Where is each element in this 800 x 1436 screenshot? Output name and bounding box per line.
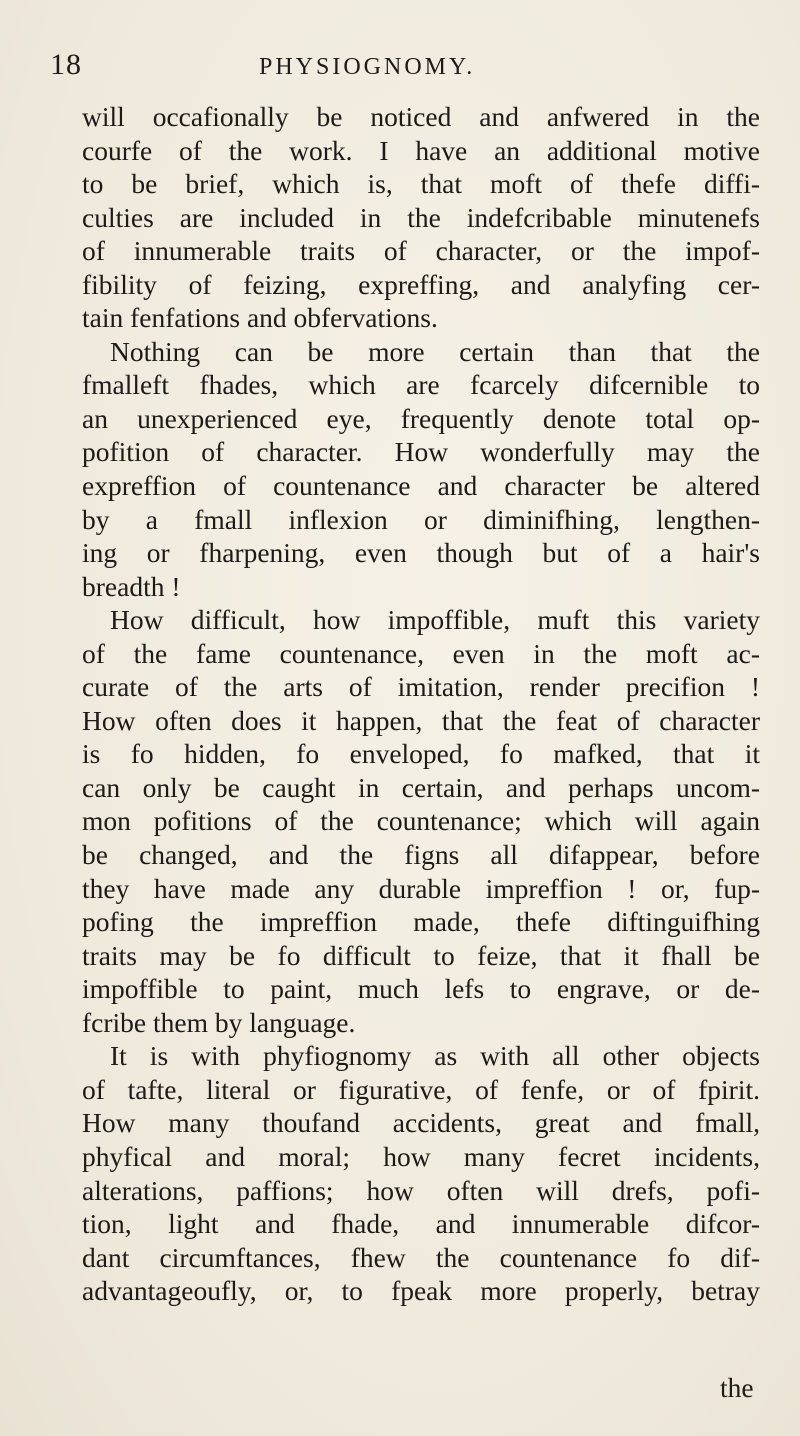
text-line: fcribe them by language. [82,1006,356,1038]
text-line: fmalleft fhades, which are fcarcely difcernible to [82,369,760,401]
page-number: 18 [50,48,82,81]
text-line: It is with phyfiognomy as with all other objects [110,1040,760,1072]
text-line: How difficult, how impoffible, muft this variety [110,604,760,636]
page-header [0,48,800,88]
text-line: impoffible to paint, much lefs to engrave, or de- [82,973,760,1005]
text-line: phyfical and moral; how many fecret incidents, [82,1140,760,1172]
running-head: PHYSIOGNOMY. [259,54,476,80]
text-line: be changed, and the figns all difappear, before [82,839,760,871]
text-line: of tafte, literal or figurative, of fenfe, or of fpirit. [82,1073,760,1105]
text-line: an unexperienced eye, frequently denote total op- [82,402,760,434]
text-line: courfe of the work. I have an additional motive [82,134,760,166]
text-line: can only be caught in certain, and perhaps uncom- [82,771,760,803]
text-line: mon pofitions of the countenance; which will again [82,805,760,837]
text-line: dant circumftances, fhew the countenance fo dif- [82,1241,760,1273]
text-line: advantageoufly, or, to fpeak more properly, betray [82,1275,760,1307]
text-line: breadth ! [82,570,181,602]
text-line: curate of the arts of imitation, render precifion ! [82,671,760,703]
text-line: expreffion of countenance and character be altered [82,470,760,502]
text-line: alterations, paffions; how often will drefs, pofi- [82,1174,760,1206]
text-line: Nothing can be more certain than that the [110,335,760,367]
catchword: the [720,1372,754,1403]
text-line: will occafionally be noticed and anfwered in the [82,101,760,132]
text-line: of the fame countenance, even in the moft ac- [82,637,760,669]
text-line: is fo hidden, fo enveloped, fo mafked, that it [82,738,760,770]
text-line: traits may be fo difficult to feize, that it fhall be [82,939,760,971]
text-line: they have made any durable impreffion ! or, fup- [82,872,760,904]
text-line: to be brief, which is, that moft of thefe diffi- [82,168,760,200]
text-line: ing or fharpening, even though but of a hair's [82,537,760,569]
text-line: How many thoufand accidents, great and fmall, [82,1107,760,1139]
text-line: pofing the impreffion made, thefe diftinguifhing [82,906,760,938]
text-line: fibility of feizing, expreffing, and analyfing cer- [82,268,760,300]
body-text [82,100,760,1308]
text-line: pofition of character. How wonderfully may the [82,436,760,468]
text-line: How often does it happen, that the feat of character [82,704,760,736]
text-line: tion, light and fhade, and innumerable difcor- [82,1208,760,1240]
text-line: by a fmall inflexion or diminifhing, lengthen- [82,503,760,535]
text-line: culties are included in the indefcribable minutenefs [82,201,760,233]
text-line: tain fenfations and obfervations. [82,302,438,334]
text-line: of innumerable traits of character, or the impof- [82,235,760,267]
